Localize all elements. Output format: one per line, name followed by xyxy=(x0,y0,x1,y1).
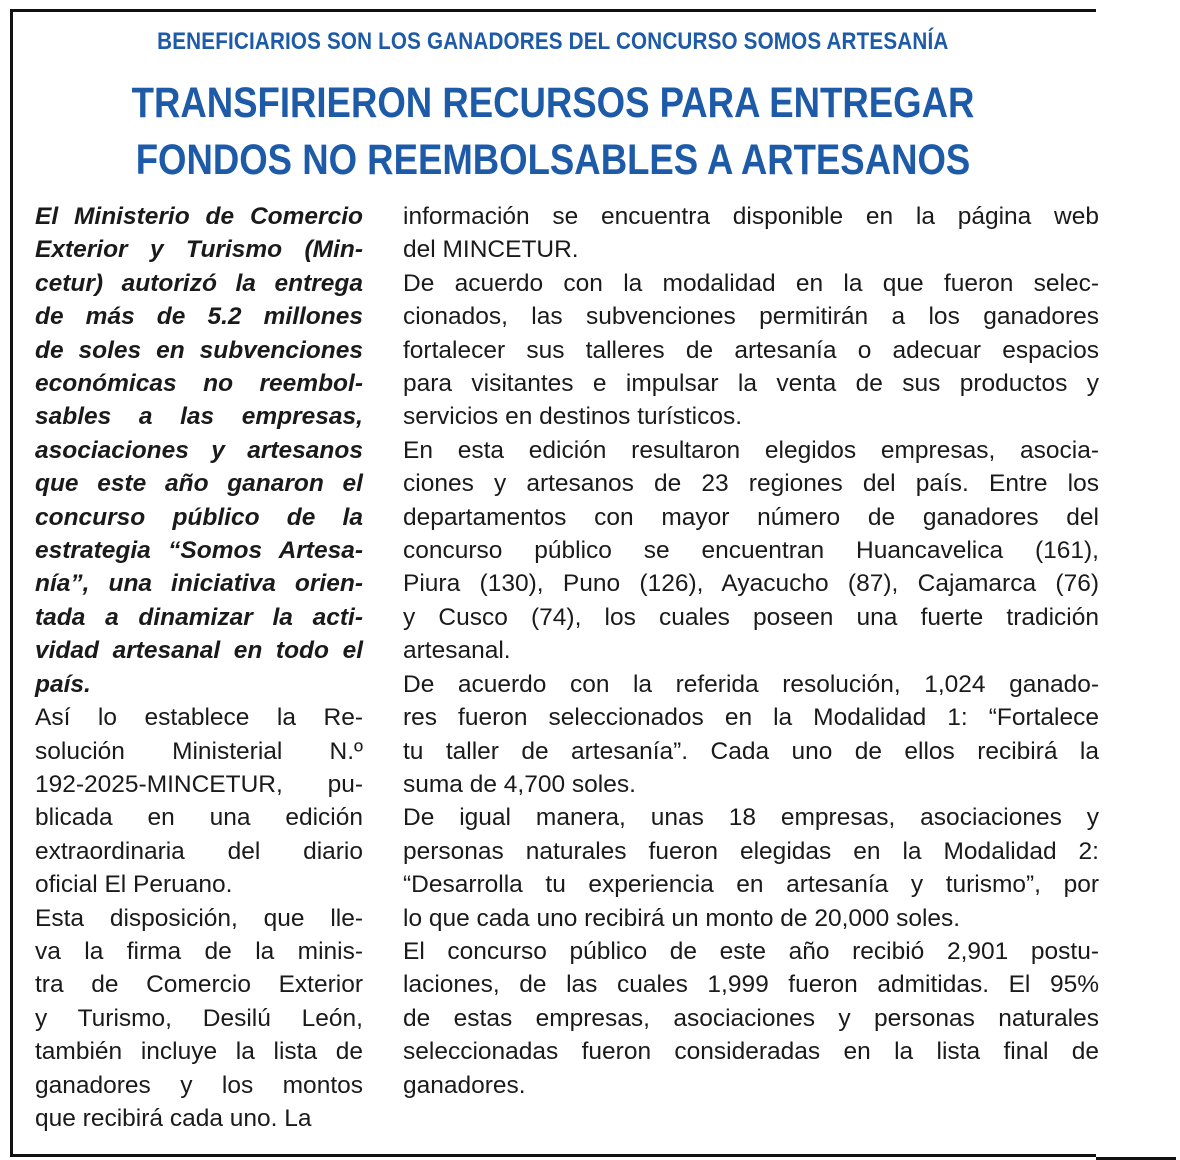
text-line: oficial El Peruano. xyxy=(35,871,233,899)
headline-line-2: FONDOS NO REEMBOLSABLES A ARTESANOS xyxy=(135,136,971,184)
text-line: tra de Comercio Exterior xyxy=(35,971,363,999)
text-line: Así lo establece la Re- xyxy=(35,704,363,732)
text-line: que este año ganaron el xyxy=(35,470,363,498)
text-line: “Desarrolla tu experiencia en artesanía y turismo”, por xyxy=(403,871,1099,899)
paragraph xyxy=(403,200,1099,267)
text-line: ganadores. xyxy=(403,1071,526,1099)
paragraph xyxy=(403,668,1099,802)
text-line: Exterior y Turismo (Min- xyxy=(35,236,363,264)
text-line: de soles en subvenciones xyxy=(35,336,363,364)
text-line: artesanal. xyxy=(403,637,511,665)
text-line: El Ministerio de Comercio xyxy=(35,203,363,230)
text-line: de estas empresas, asociaciones y personas naturales xyxy=(403,1004,1099,1032)
text-line: tada a dinamizar la acti- xyxy=(35,603,363,631)
text-line: personas naturales fueron elegidas en la Modalidad 2: xyxy=(403,837,1099,865)
text-line: fortalecer sus talleres de artesanía o adecuar espacios xyxy=(403,336,1099,364)
text-line: para visitantes e impulsar la venta de sus productos y xyxy=(403,370,1099,398)
right-column xyxy=(403,200,1099,1102)
text-line: laciones, de las cuales 1,999 fueron admitidas. El 95% xyxy=(403,971,1099,999)
text-line: cionados, las subvenciones permitirán a los ganadores xyxy=(403,303,1099,331)
text-line: solución Ministerial N.º xyxy=(35,737,363,765)
text-line: va la firma de la minis- xyxy=(35,937,363,965)
paragraph xyxy=(35,701,363,901)
text-line: concurso público se encuentran Huancavelica (161), xyxy=(403,537,1099,565)
kicker: BENEFICIARIOS SON LOS GANADORES DEL CONCURSO SOMOS ARTESANÍA xyxy=(157,28,949,55)
paragraph xyxy=(403,434,1099,668)
text-line: 192-2025-MINCETUR, pu- xyxy=(35,770,363,798)
text-line: ciones y artesanos de 23 regiones del país. Entre los xyxy=(403,470,1099,498)
text-line: del MINCETUR. xyxy=(403,236,579,264)
text-line: Esta disposición, que lle- xyxy=(35,904,363,932)
text-line: que recibirá cada uno. La xyxy=(35,1104,312,1132)
text-line: tu taller de artesanía”. Cada uno de ellos recibirá la xyxy=(403,737,1099,765)
text-line: blicada en una edición xyxy=(35,804,363,832)
text-line: extraordinaria del diario xyxy=(35,837,363,865)
text-line: sables a las empresas, xyxy=(35,403,363,431)
paragraph xyxy=(403,801,1099,935)
text-line: y Cusco (74), los cuales poseen una fuerte tradición xyxy=(403,603,1099,631)
text-line: De acuerdo con la modalidad en la que fueron selec- xyxy=(403,269,1099,297)
text-line: información se encuentra disponible en la página web xyxy=(403,203,1099,230)
text-line: departamentos con mayor número de ganadores del xyxy=(403,503,1099,531)
headline-line-1: TRANSFIRIERON RECURSOS PARA ENTREGAR xyxy=(131,79,975,127)
text-line: y Turismo, Desilú León, xyxy=(35,1004,363,1032)
paragraph xyxy=(403,935,1099,1102)
text-line: económicas no reembol- xyxy=(35,370,363,398)
text-line: El concurso público de este año recibió 2,901 postu- xyxy=(403,937,1099,965)
text-line: lo que cada uno recibirá un monto de 20,000 soles. xyxy=(403,904,961,932)
paragraph xyxy=(35,902,363,1136)
text-line: suma de 4,700 soles. xyxy=(403,770,636,798)
text-line: país. xyxy=(35,670,91,698)
paragraph xyxy=(403,267,1099,434)
text-line: de más de 5.2 millones xyxy=(35,303,363,331)
text-line: nía”, una iniciativa orien- xyxy=(35,570,363,598)
text-line: Piura (130), Puno (126), Ayacucho (87), Cajamarca (76) xyxy=(403,570,1099,598)
text-line: estrategia “Somos Artesa- xyxy=(35,537,363,565)
text-line: En esta edición resultaron elegidos empresas, asocia- xyxy=(403,436,1099,464)
lead-paragraph xyxy=(35,200,363,701)
text-line: De igual manera, unas 18 empresas, asociaciones y xyxy=(403,804,1099,832)
text-line: res fueron seleccionados en la Modalidad 1: “Fortalece xyxy=(403,704,1099,732)
text-line: también incluye la lista de xyxy=(35,1038,363,1066)
left-column xyxy=(35,200,363,1135)
text-line: vidad artesanal en todo el xyxy=(35,637,363,665)
text-line: ganadores y los montos xyxy=(35,1071,363,1099)
text-line: concurso público de la xyxy=(35,503,363,531)
text-line: De acuerdo con la referida resolución, 1,024 ganado- xyxy=(403,670,1099,698)
text-line: cetur) autorizó la entrega xyxy=(35,269,363,297)
text-line: asociaciones y artesanos xyxy=(35,436,363,464)
text-line: seleccionadas fueron consideradas en la lista final de xyxy=(403,1038,1099,1066)
text-line: servicios en destinos turísticos. xyxy=(403,403,743,431)
